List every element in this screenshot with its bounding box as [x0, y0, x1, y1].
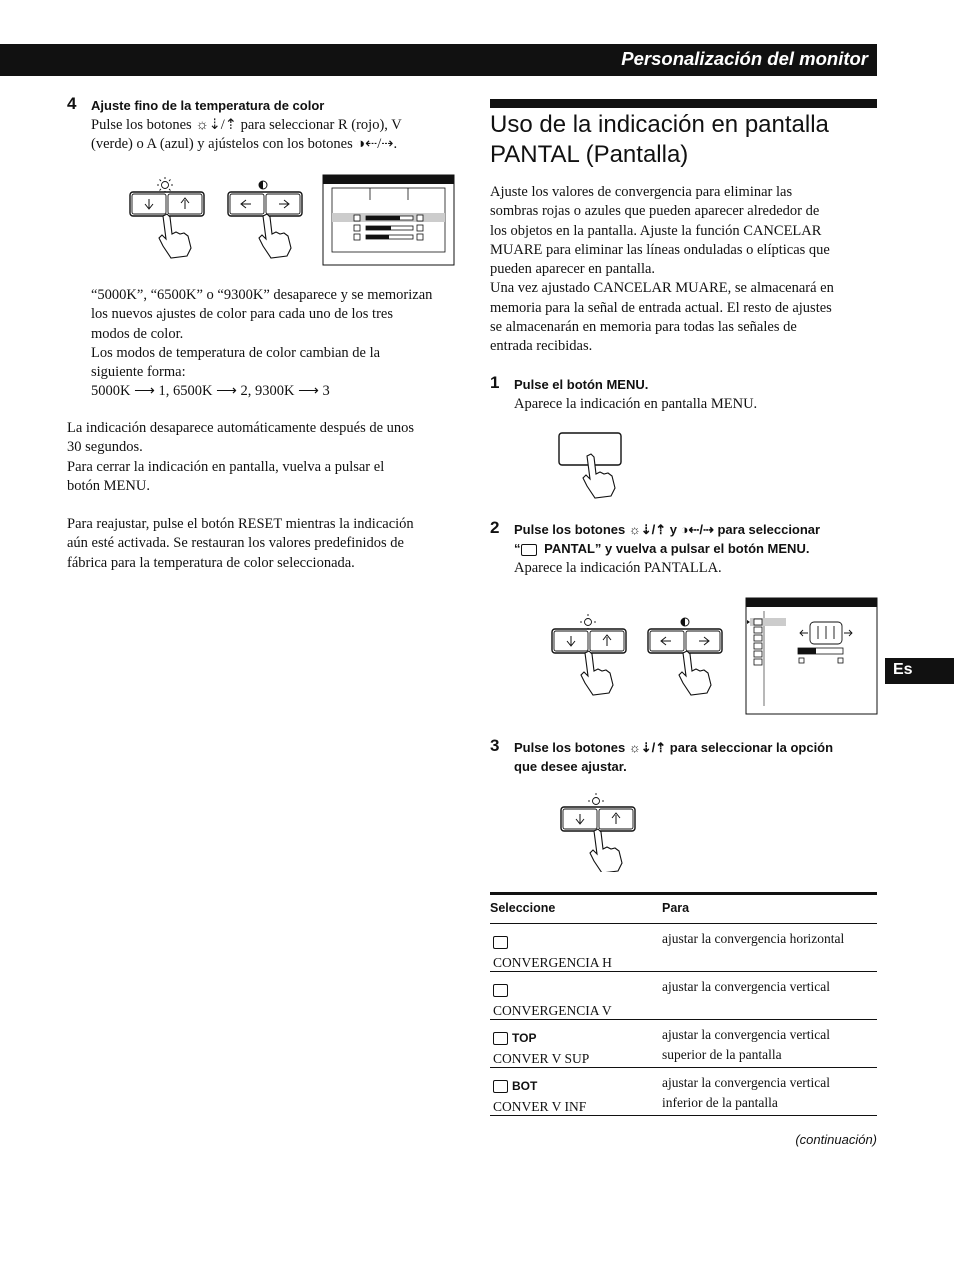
button-illustration — [558, 790, 658, 872]
step-instructions: Pulse los botones ☼⇣/⇡ para seleccionar R (rojo), V (verde) o A (azul) y ajústelos con los botones ◑⇠/⇢. — [91, 117, 402, 153]
pressing-hand-icon — [679, 651, 711, 695]
brightness-icon — [157, 177, 173, 193]
column-header: Seleccione — [490, 901, 556, 915]
options-table — [490, 892, 877, 1116]
step-title: Pulse el botón MENU. — [514, 377, 649, 392]
step-number: 4 — [67, 94, 77, 113]
brightness-button-pair — [130, 192, 204, 216]
color-osd-screen — [323, 175, 454, 265]
button-illustration — [548, 596, 880, 716]
paragraph: Para reajustar, pulse el botón RESET mientras la indicación aún esté activada. Se restauran los valores predefinidos de fábrica para la temperatura de color seleccionada. — [67, 516, 414, 571]
step-title: Pulse los botones ☼⇣/⇡ y ◑⇠/⇢ para seleccionar “ PANTAL” y vuelva a pulsar el botón MENU. — [514, 522, 821, 556]
section-title: Personalización del monitor — [621, 48, 868, 69]
step-number: 1 — [490, 373, 500, 392]
table-row: CONVERGENCIA H ajustar la convergencia horizontal — [490, 924, 877, 972]
contrast-button-pair — [648, 629, 722, 653]
contrast-button-pair — [228, 192, 302, 216]
brightness-button-pair — [561, 807, 635, 831]
language-tab-label: Es — [893, 661, 913, 678]
pressing-hand-icon — [581, 651, 613, 695]
continuation-note: (continuación) — [795, 1132, 877, 1147]
section-header-bar — [0, 44, 877, 76]
contrast-icon — [681, 618, 689, 626]
step-title: Ajuste fino de la temperatura de color — [91, 98, 325, 113]
intro-paragraph: Ajuste los valores de convergencia para eliminar las sombras rojas o azules que pueden aparecer alrededor de los objetos en la pantalla. Ajuste la función CANCELAR MUARE para eliminar las líneas onduladas o elípticas que pueden aparecer en pantalla. Una vez ajustado CANCELAR MUARE, se almacenará en memoria para la señal de entrada actual. El resto de ajustes se almacenarán en memoria para todas las señales de entrada recibidas. — [490, 184, 834, 355]
paragraph: “5000K”, “6500K” o “9300K” desaparece y se memorizan los nuevos ajustes de color para cada uno de los tres modos de color. Los modos de temperatura de color cambian de la siguiente forma: 5000K ⟶ 1, 6500K ⟶ 2, 9300K ⟶ 3 — [91, 287, 433, 400]
table-header-row — [490, 895, 877, 924]
brightness-icon — [580, 614, 596, 630]
step-number: 3 — [490, 736, 500, 755]
table-row: CONVERGENCIA V ajustar la convergencia vertical — [490, 972, 877, 1020]
display-icon — [521, 544, 537, 556]
paragraph: La indicación desaparece automáticamente después de unos 30 segundos. Para cerrar la indicación en pantalla, vuelva a pulsar el botón MENU. — [67, 420, 415, 494]
brightness-button-pair — [552, 629, 626, 653]
display-osd-screen — [746, 598, 877, 714]
step-text: Aparece la indicación PANTALLA. — [514, 560, 722, 576]
step-title: Pulse los botones ☼⇣/⇡ para seleccionar la opción que desee ajustar. — [514, 740, 834, 774]
title-rule — [490, 99, 877, 108]
v-convergence-icon — [493, 984, 508, 997]
step-text: Aparece la indicación en pantalla MENU. — [514, 396, 758, 412]
pressing-hand-icon — [259, 214, 291, 258]
step-number: 2 — [490, 518, 500, 537]
h-convergence-icon — [493, 936, 508, 949]
pressing-hand-icon — [159, 214, 191, 258]
v-convergence-bottom-icon — [493, 1080, 508, 1093]
menu-button-illustration — [555, 428, 635, 500]
column-header: Para — [662, 901, 690, 915]
table-row: TOP CONVER V SUP ajustar la convergencia vertical superior de la pantalla — [490, 1020, 877, 1068]
button-illustration — [125, 172, 465, 272]
v-convergence-top-icon — [493, 1032, 508, 1045]
contrast-icon — [259, 181, 267, 189]
table-row: BOT CONVER V INF ajustar la convergencia vertical inferior de la pantalla — [490, 1068, 877, 1116]
page-title: Uso de la indicación en pantalla PANTAL (Pantalla) — [490, 111, 829, 168]
pressing-hand-icon — [590, 829, 622, 872]
language-tab — [885, 658, 954, 684]
